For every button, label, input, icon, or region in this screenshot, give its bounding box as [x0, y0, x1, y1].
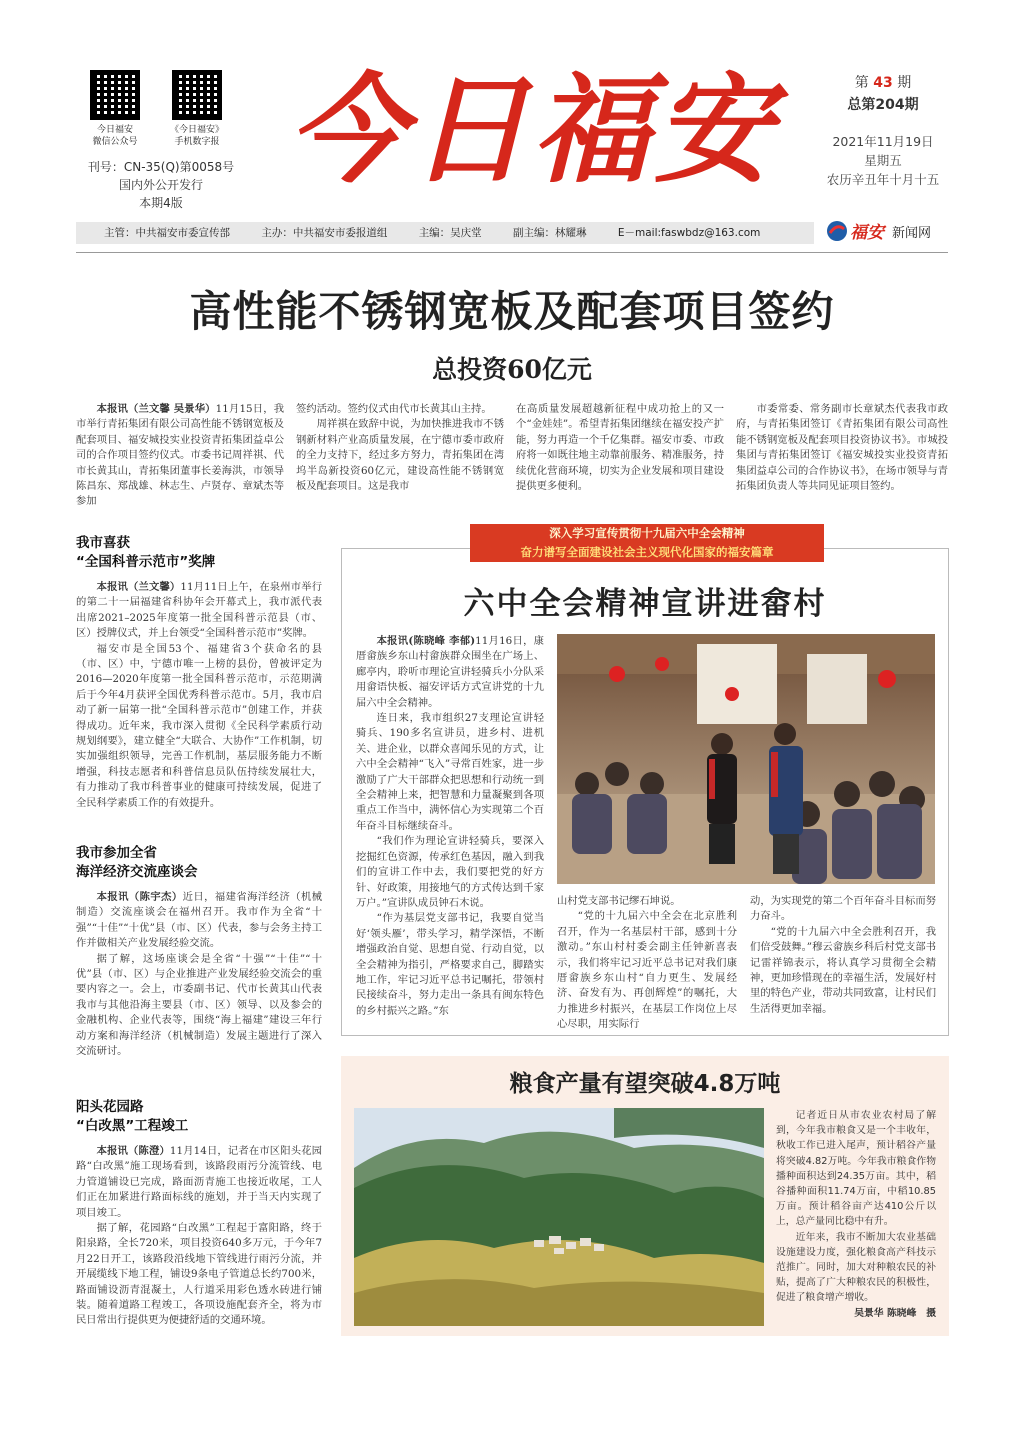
lead-headline: 高性能不锈钢宽板及配套项目签约	[189, 287, 835, 336]
epaper-qr-caption: 《今日福安》 手机数字报	[169, 125, 224, 147]
news-site-logo-icon	[826, 220, 848, 242]
wechat-qr-code	[90, 70, 140, 120]
article-marine-economy: 我市参加全省 海洋经济交流座谈会 本报讯（陈宇杰）近日，福建省海洋经济（机械制造）交流座谈会在福州召开。我市作为全省“十强”“十佳”“十优”县（市、区）代表，参与会务主持工作并做相关产业发展经验交流。 据了解，这场座谈会是全省“十强”“十佳”“十优”县（市、区）与企业推进产业发展经验交流会的重要内容之一。会上，市委副书记、代市长黄其山代表我市与其他沿海主要县（市、区）领导、以及参会的金融机构、企业代表等，围绕“海上福建”建设三年行动方案和海洋经济（机械制造）发展主题进行了深入交流研讨。	[76, 845, 323, 1058]
rice-field-photo	[354, 1108, 764, 1326]
publication-info: 刊号：CN-35(Q)第0058号 国内外公开发行 本期4版	[87, 160, 235, 210]
issue-number: 43	[873, 75, 893, 91]
rice-field-photo-image	[354, 1108, 764, 1326]
marine-economy-title: 我市参加全省 海洋经济交流座谈会	[76, 845, 198, 880]
center-story-title: 六中全会精神宣讲进畲村	[463, 586, 827, 622]
photo-credit: 吴景华 陈晓峰 摄	[854, 1307, 936, 1319]
lead-col-3: 在高质量发展超越新征程中成功抢上的又一个“金娃娃”。希望青拓集团继续在福安投产扩能，努力再造一个千亿集群。福安市委、市政府将一如既往地主动靠前服务、精准服务，持续优化营商环境，切实为企业发展和项目建设提供更多便利。	[516, 403, 724, 493]
road-project-title: 阳头花园路 “白改黑”工程竣工	[76, 1099, 189, 1134]
credits-bar: 主管：中共福安市委宣传部 主办：中共福安市委报道组 主编：吴庆堂 副主编：林耀琳 E－mail:faswbdz@163.com	[76, 222, 814, 244]
center-story-col-3: 动，为实现党的第二个百年奋斗目标而努力奋斗。 “党的十九届六中全会胜利召开，我们倍受鼓舞。”穆云畲族乡科后村党支部书记雷祥锦表示，将认真学习贯彻全会精神，更加珍惜现在的幸福生活，发展好村里的特色产业，带动共同致富，让村民们生活得更加幸福。	[750, 895, 936, 1015]
preaching-photo-image	[557, 634, 935, 884]
masthead-title: 今日福安	[287, 60, 776, 199]
theme-banner: 深入学习宣传贯彻十九届六中全会精神 奋力谱写全面建设社会主义现代化国家的福安篇章	[470, 524, 824, 562]
lead-col-1: 本报讯（兰文馨 吴景华）11月15日，我市举行青拓集团有限公司高性能不锈钢宽板及配套项目、福安城投实业投资青拓集团益卓公司的合作项目签约仪式。市委书记周祥祺、代市长黄其山，青拓集团董事长姜海洪，市领导陈昌东、郑战雄、林志生、卢贤存、章斌杰等参加	[76, 403, 284, 508]
grain-story-text: 记者近日从市农业农村局了解到，今年我市粮食又是一个丰收年，秋收工作已进入尾声，预计稻谷产量将突破4.82万吨。今年我市粮食作物播种面积达到24.35万亩。其中，稻谷播种面积11.74万亩，中稻10.85万亩。预计稻谷亩产达410公斤以上，总产量同比稳中有升。 近年来，我市不断加大农业基础设施建设力度，强化粮食高产科技示范推广。同时，加大对种粮农民的补贴，提高了广大种粮农民的积极性，促进了粮食增产增收。 吴景华 陈晓峰 摄	[776, 1110, 936, 1319]
center-story-col-2: 山村党支部书记缪石坤说。 “党的十九届六中全会在北京胜利召开，作为一名基层村干部，感到十分激动。”东山村村委会副主任钟新喜表示，我们将牢记习近平总书记对我们康厝畲族乡东山村“自力更生、发展经济、奋发有为、再创辉煌”的嘱托，大力推进乡村振兴，在基层工作岗位上尽心尽职，用实际行	[557, 895, 737, 1031]
science-award-title: 我市喜获 “全国科普示范市”奖牌	[76, 535, 216, 570]
lead-subheadline: 总投资60亿元	[432, 355, 592, 384]
wechat-qr-caption: 今日福安 微信公众号	[92, 125, 138, 147]
lead-col-4: 市委常委、常务副市长章斌杰代表我市政府，与青拓集团签订《青拓集团有限公司高性能不锈钢宽板及配套项目投资协议书》。市城投集团与青拓集团签订《福安城投实业投资青拓集团益卓公司的合作协议书》，在场市领导与青拓集团负责人等共同见证项目签约。	[736, 403, 948, 493]
email-link[interactable]: E－mail:faswbdz@163.com	[617, 227, 761, 239]
news-site-logo[interactable]: 福安 新闻网	[826, 216, 956, 246]
issue-info: 第 43 期 总第204期	[847, 75, 919, 113]
date-info: 2021年11月19日 星期五 农历辛丑年十月十五	[826, 134, 940, 187]
epaper-qr-code	[172, 70, 222, 120]
lead-col-2: 签约活动。签约仪式由代市长黄其山主持。 周祥祺在致辞中说，为加快推进我市不锈钢新材料产业高质量发展，在宁德市委市政府的全力支持下，经过多方努力，青拓集团在湾坞半岛新投资60亿元，建设高性能不锈钢宽板及配套项目。这是我市	[296, 403, 504, 493]
article-road-project: 阳头花园路 “白改黑”工程竣工 本报讯（陈澄）11月14日，记者在市区阳头花园路“白改黑”施工现场看到，该路段雨污分流管线、电力管道铺设已完成，路面沥青施工也接近收尾，工人们正在加紧进行路面标线的施划，并于当天内实现了项目竣工。 据了解，花园路“白改黑”工程起于富阳路，终于阳泉路，全长720米，项目投资640多万元，于今年7月22日开工，该路段沿线地下管线进行雨污分流，并开展缆线下地工程，铺设9条电子管道总长约700米，路面铺设沥青混凝土，人行道采用彩色透水砖进行铺装。随着道路工程竣工，各项设施配套齐全，将为市民日常出行提供更为便捷舒适的交通环境。	[76, 1099, 322, 1327]
article-science-award: 我市喜获 “全国科普示范市”奖牌 本报讯（兰文馨）11月11日上午，在泉州市举行的第二十一届福建省科协年会开幕式上，我市派代表出席2021–2025年度第一批全国科普示范县（市、区）授牌仪式，并上台领受“全国科普示范市”奖牌。 福安市是全国53个、福建省3个获命名的县（市、区）中，宁德市唯一上榜的县份，曾被评定为2016—2020年度第一批全国科普示范市，示范期满后于今年4月获评全国优秀科普示范市。5月，我市启动了新一届第一批“全国科普示范市”创建工作，并获得成功。近年来，我市深入贯彻《全民科学素质行动规划纲要》，建立健全“大联合、大协作”工作机制，切实加强组织领导，完善工作机制，基层服务能力不断增强，科技志愿者和科普信息员队伍持续发展壮大，有力推动了我市科普事业的健康可持续发展，促进了全民科学素质工作的有效提升。	[76, 535, 322, 809]
grain-story-title: 粮食产量有望突破4.8万吨	[509, 1071, 781, 1097]
header-divider	[76, 252, 948, 253]
preaching-photo	[557, 634, 935, 884]
center-story-col-1: 本报讯(陈晓峰 李郁)11月16日，康厝畲族乡东山村畲族群众围坐在广场上、廊亭内，聆听市理论宣讲轻骑兵小分队采用畲语快板、福安评话方式宣讲党的十九届六中全会精神。 连日来，我市组织27支理论宣讲轻骑兵、190多名宣讲员，进乡村、进机关、进企业，以群众喜闻乐见的方式，让六中全会精神“飞入”寻常百姓家，进一步激励了广大干部群众把思想和行动统一到全会精神上来，把智慧和力量凝聚到各项重点工作当中，满怀信心为实现第二个百年奋斗目标继续奋斗。 “我们作为理论宣讲轻骑兵，要深入挖掘红色资源，传承红色基因，融入到我们的宣讲工作中去，我们要把党的好方针、好政策，用接地气的方式传达到千家万户。”宣讲队成员钟石木说。 “作为基层党支部书记，我要自觉当好‘领头雁’，带头学习，精学深悟，不断增强政治自觉、思想自觉、行动自觉，以全会精神为指引，严格要求自己，脚踏实地工作，牢记习近平总书记嘱托，带领村民接续奋斗，努力走出一条具有闽东特色的乡村振兴之路。”东	[356, 635, 544, 1017]
